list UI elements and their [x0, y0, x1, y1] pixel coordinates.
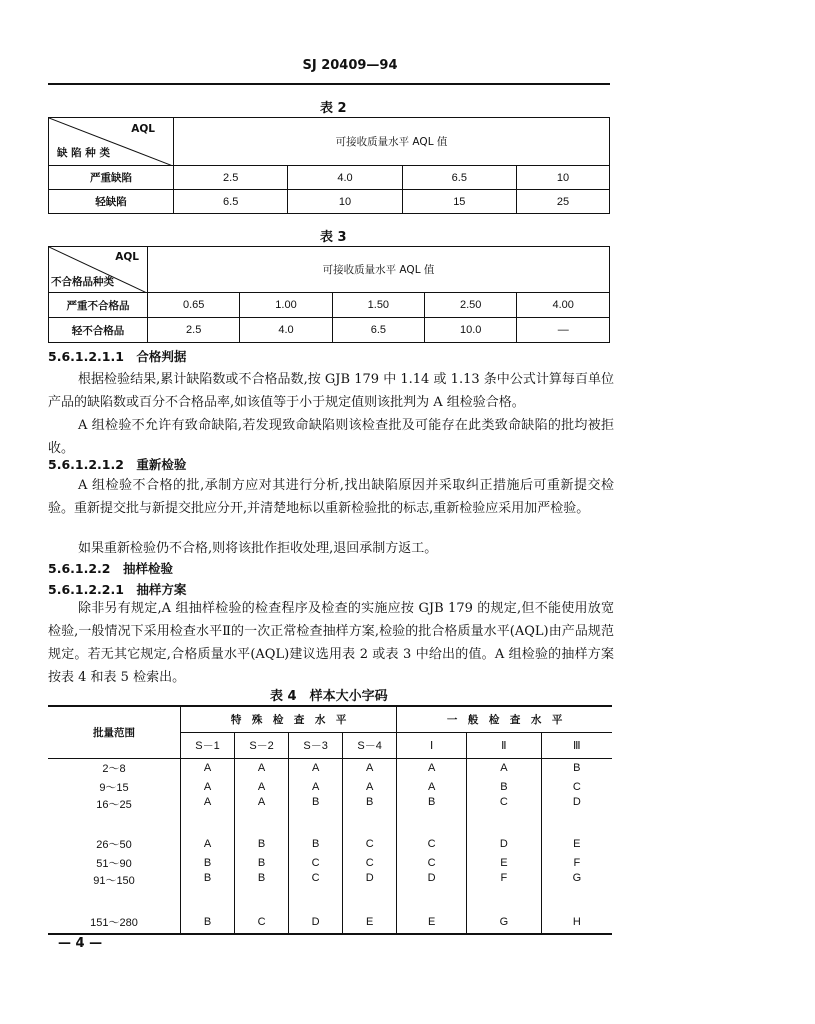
- table4-range: 16～25: [96, 799, 132, 811]
- table4-code: D: [289, 910, 343, 934]
- header-rule: [48, 83, 610, 85]
- table-row: [48, 796, 612, 834]
- table4-code: C: [541, 777, 612, 796]
- table-row: [49, 190, 610, 214]
- table4-code: B: [289, 796, 343, 834]
- table3-row-label: 轻不合格品: [49, 318, 148, 343]
- table4-code: F: [541, 853, 612, 872]
- table4-code: C: [289, 872, 343, 910]
- table4-code: B: [289, 834, 343, 853]
- section-heading: 5.6.1.2.2 抽样检验: [48, 561, 173, 576]
- table-cell: 1.00: [240, 293, 332, 318]
- table4-code: A: [235, 796, 289, 834]
- table4-range: 91～150: [93, 875, 135, 887]
- table4-code: C: [397, 834, 467, 853]
- table-cell: 4.0: [240, 318, 332, 343]
- table4-code: A: [181, 834, 235, 853]
- table-row: [48, 910, 612, 934]
- table4-code: G: [467, 910, 542, 934]
- table4-code: B: [397, 796, 467, 834]
- table3-row-label: 严重不合格品: [49, 293, 148, 318]
- table4-code: A: [235, 777, 289, 796]
- table2-row-label: 严重缺陷: [49, 166, 174, 190]
- table4-code: D: [397, 872, 467, 910]
- table4-code: B: [235, 872, 289, 910]
- table-row: [48, 872, 612, 910]
- table-cell: 0.65: [148, 293, 240, 318]
- table4-code: A: [289, 777, 343, 796]
- table4-subheader: S－2: [235, 732, 289, 758]
- table4-code: D: [343, 872, 397, 910]
- table-cell: —: [517, 318, 610, 343]
- paragraph: A 组检验不允许有致命缺陷,若发现致命缺陷则该检查批及可能存在此类致命缺陷的批均被拒收。: [48, 418, 614, 456]
- table4-code: H: [541, 910, 612, 934]
- table2-corner-cell: [49, 118, 174, 166]
- table-cell: 4.0: [288, 166, 402, 190]
- paragraph: A 组检验不合格的批,承制方应对其进行分析,找出缺陷原因并采取纠正措施后可重新提交检验。重新提交批与新提交批应分开,并清楚地标以重新检验批的标志,重新检验应采用加严检验。: [48, 478, 614, 516]
- table-row: [48, 853, 612, 872]
- table4-code: C: [343, 834, 397, 853]
- table4-code: A: [181, 796, 235, 834]
- table-row: [48, 777, 612, 796]
- table4-code: C: [343, 853, 397, 872]
- table-cell: 6.5: [332, 318, 424, 343]
- table4-subheader: S－4: [343, 732, 397, 758]
- table-cell: 4.00: [517, 293, 610, 318]
- table2-caption: 表 2: [320, 101, 347, 116]
- table4-code: A: [181, 758, 235, 777]
- table4-caption: 表 4 样本大小字码: [270, 689, 388, 704]
- table2-corner-top: AQL: [131, 123, 155, 135]
- table3-corner-cell: [49, 247, 148, 293]
- paragraph: 如果重新检验仍不合格,则将该批作拒收处理,退回承制方返工。: [78, 541, 438, 556]
- table-cell: 10: [288, 190, 402, 214]
- table-cell: 15: [402, 190, 516, 214]
- table4-special-header: 特 殊 检 查 水 平: [181, 706, 397, 732]
- table4-code: A: [397, 758, 467, 777]
- paragraph: 除非另有规定,A 组抽样检验的检查程序及检查的实施应按 GJB 179 的规定,但不能使用放宽检验,一般情况下采用检查水平Ⅱ的一次正常检查抽样方案,检验的批合格质量水平(AQL)由产品规范规定。若无其它规定,合格质量水平(AQL)建议选用表 2 或表 3 中给出的值。A 组检验的抽样方案按表 4 和表 5 检索出。: [48, 601, 614, 685]
- table4-code: A: [343, 758, 397, 777]
- table4-code: A: [467, 758, 542, 777]
- table4-code: A: [235, 758, 289, 777]
- table4-batch-header: 批量范围: [48, 706, 181, 758]
- table4-subheader: Ⅱ: [467, 732, 542, 758]
- table4-code: B: [343, 796, 397, 834]
- table4-code: A: [289, 758, 343, 777]
- table3-caption: 表 3: [320, 230, 347, 245]
- table4-code: E: [343, 910, 397, 934]
- table4-subheader: S－3: [289, 732, 343, 758]
- section-heading: 5.6.1.2.2.1 抽样方案: [48, 582, 187, 597]
- table2-row-label: 轻缺陷: [49, 190, 174, 214]
- table-row: [49, 318, 610, 343]
- table4-general-header: 一 般 检 查 水 平: [397, 706, 612, 732]
- table-cell: 25: [516, 190, 609, 214]
- table4-range: 2～8: [102, 762, 126, 775]
- table4-code: C: [397, 853, 467, 872]
- table4-code: B: [235, 834, 289, 853]
- table4-code: G: [541, 872, 612, 910]
- table-row: [48, 834, 612, 853]
- table4-subheader: Ⅰ: [397, 732, 467, 758]
- table4-code: B: [181, 872, 235, 910]
- table4-code: F: [467, 872, 542, 910]
- table4-code: B: [181, 910, 235, 934]
- table2-span-header: 可接收质量水平 AQL 值: [174, 118, 610, 166]
- table-row: [49, 293, 610, 318]
- table-cell: 2.5: [174, 166, 288, 190]
- table2-corner-bottom: 缺 陷 种 类: [57, 147, 110, 159]
- table-cell: 6.5: [174, 190, 288, 214]
- table4-code: C: [235, 910, 289, 934]
- page-number: — 4 —: [58, 936, 103, 951]
- paragraph: 根据检验结果,累计缺陷数或不合格品数,按 GJB 179 中 1.14 或 1.13 条中公式计算每百单位产品的缺陷数或百分不合格品率,如该值等于小于规定值则该批判为 A 组检验合格。: [48, 372, 614, 410]
- table4-code: B: [467, 777, 542, 796]
- table-cell: 1.50: [332, 293, 424, 318]
- table4-code: D: [467, 834, 542, 853]
- table2: [48, 117, 610, 214]
- table3: [48, 246, 610, 343]
- table4-code: B: [235, 853, 289, 872]
- table3-span-header: 可接收质量水平 AQL 值: [148, 247, 610, 293]
- table4-code: B: [541, 758, 612, 777]
- table4-code: A: [397, 777, 467, 796]
- table4-code: C: [289, 853, 343, 872]
- document-header: SJ 20409—94: [302, 58, 398, 73]
- table-row: [48, 758, 612, 777]
- table4-code: E: [467, 853, 542, 872]
- table4-code: C: [467, 796, 542, 834]
- section-heading: 5.6.1.2.1.1 合格判据: [48, 349, 187, 364]
- table3-corner-bottom: 不合格品种类: [51, 276, 114, 288]
- table4-code: E: [541, 834, 612, 853]
- table4: [48, 705, 612, 935]
- table4-range: 51～90: [96, 857, 132, 870]
- table-cell: 6.5: [402, 166, 516, 190]
- table4-code: A: [343, 777, 397, 796]
- table-cell: 10: [516, 166, 609, 190]
- section-heading: 5.6.1.2.1.2 重新检验: [48, 457, 187, 472]
- table4-range: 151～280: [48, 910, 181, 934]
- table4-code: D: [541, 796, 612, 834]
- table4-range: 9～15: [99, 781, 129, 794]
- table4-code: B: [181, 853, 235, 872]
- table4-code: E: [397, 910, 467, 934]
- table4-subheader: Ⅲ: [541, 732, 612, 758]
- table4-code: A: [181, 777, 235, 796]
- table-cell: 2.50: [425, 293, 517, 318]
- table4-range: 26～50: [96, 838, 132, 851]
- table-cell: 10.0: [425, 318, 517, 343]
- table3-corner-top: AQL: [115, 251, 139, 263]
- table-row: [49, 166, 610, 190]
- table4-subheader: S－1: [181, 732, 235, 758]
- table-cell: 2.5: [148, 318, 240, 343]
